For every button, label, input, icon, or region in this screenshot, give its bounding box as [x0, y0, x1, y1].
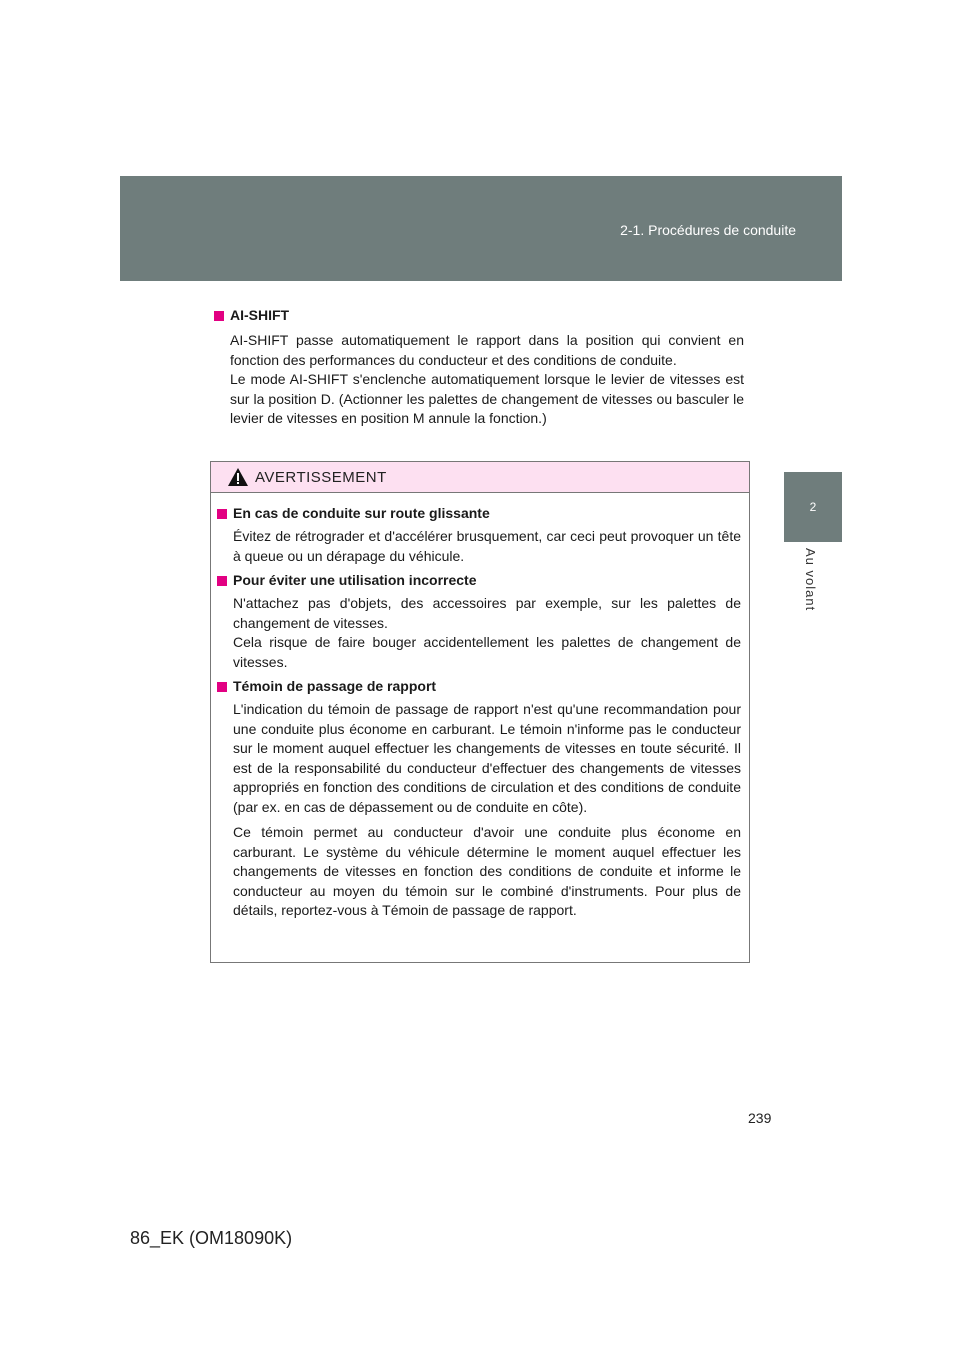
- side-tab-label: Au volant: [803, 548, 818, 612]
- warning-item-title: [217, 572, 741, 588]
- warning-item-title-text: Pour éviter une utilisation incorrecte: [233, 572, 477, 588]
- warning-item-title-text: En cas de conduite sur route glissante: [233, 505, 490, 521]
- square-bullet-icon: [217, 509, 227, 519]
- warning-item: [217, 505, 741, 566]
- warning-item-title: [217, 678, 741, 694]
- warning-item-paragraph: N'attachez pas d'objets, des accessoires par exemple, sur les palettes de changement de vitesses. Cela risque de faire bouger accidentellement les palettes de changement de vitesses.: [233, 595, 741, 670]
- warning-item-paragraph: Évitez de rétrograder et d'accélérer brusquement, car ceci peut provoquer un tête à queue ou un dérapage du véhicule.: [233, 528, 741, 564]
- warning-box: [210, 461, 750, 963]
- warning-item-paragraph: Ce témoin permet au conducteur d'avoir une conduite plus économe en carburant. Le système du véhicule détermine le moment auquel effectuer les changements de vitesses en fonction des conditions de conduite et informe le conducteur au moyen du témoin sur le combiné d'instruments. Pour plus de détails, reportez-vous à Témoin de passage de rapport.: [233, 824, 741, 918]
- ai-shift-section: [214, 307, 744, 429]
- chapter-title: 2-1. Procédures de conduite: [620, 222, 796, 238]
- square-bullet-icon: [217, 682, 227, 692]
- header-band: [120, 176, 842, 281]
- warning-item-paragraph: L'indication du témoin de passage de rapport n'est qu'une recommandation pour une conduite plus économe en carburant. Le témoin n'informe pas le conducteur sur le moment auquel effectuer les changements de vitesses en toute sécurité. Il est de la responsabilité du conducteur d'effectuer des changements de vitesses appropriés en fonction des conditions de circulation et des conditions de conduite (par ex. en cas de dépassement ou de conduite en côte).: [233, 701, 741, 815]
- warning-triangle-icon: [227, 467, 249, 487]
- warning-item: [217, 572, 741, 672]
- warning-title: AVERTISSEMENT: [255, 468, 387, 486]
- warning-header: [211, 462, 749, 493]
- square-bullet-icon: [214, 311, 224, 321]
- section-title: [214, 307, 744, 323]
- warning-item-title: [217, 505, 741, 521]
- side-tab-number: 2: [784, 472, 842, 542]
- warning-item-title-text: Témoin de passage de rapport: [233, 678, 437, 694]
- page-number: 239: [748, 1110, 772, 1126]
- document-code: 86_EK (OM18090K): [130, 1228, 293, 1248]
- warning-body: [211, 493, 749, 921]
- square-bullet-icon: [217, 576, 227, 586]
- section-title-text: AI-SHIFT: [230, 307, 290, 323]
- section-paragraph: AI-SHIFT passe automatiquement le rapport dans la position qui convient en fonction des performances du conducteur et des conditions de conduite. Le mode AI-SHIFT s'enclenche automatiquement lorsque le levier de vitesses est sur la position D. (Actionner les palettes de changement de vitesses ou basculer le levier de vitesses en position M annule la fonction.): [230, 332, 744, 426]
- warning-item: [217, 678, 741, 921]
